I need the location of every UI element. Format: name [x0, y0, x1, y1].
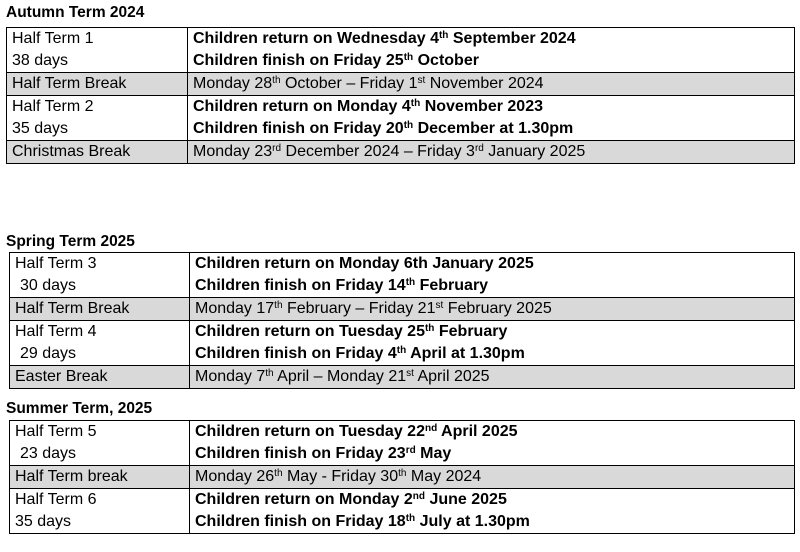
break-dates: Monday 17th February – Friday 21st February 2025 — [190, 298, 795, 321]
half-term-dates-cell — [188, 28, 795, 73]
spring-term-table — [9, 252, 795, 389]
finish-date: Children finish on Friday 20th December at 1.30pm — [193, 120, 574, 137]
half-term-label-cell — [10, 253, 190, 298]
half-term-name: Half Term 5 — [15, 423, 97, 440]
table-row — [10, 298, 795, 321]
half-term-name: Half Term 4 — [15, 323, 97, 340]
half-term-label-cell — [10, 421, 190, 466]
half-term-name: Half Term 3 — [15, 255, 97, 272]
return-date: Children return on Monday 2nd June 2025 — [195, 491, 507, 508]
half-term-name: Half Term 1 — [12, 30, 94, 47]
half-term-days: 29 days — [20, 345, 77, 362]
half-term-label-cell — [7, 28, 188, 73]
half-term-name: Half Term 2 — [12, 98, 94, 115]
break-dates: Monday 26th May - Friday 30th May 2024 — [190, 466, 795, 489]
half-term-dates-cell — [190, 253, 795, 298]
return-date: Children return on Tuesday 22nd April 2025 — [195, 423, 518, 440]
table-row — [10, 253, 795, 298]
table-row — [7, 96, 795, 141]
finish-date: Children finish on Friday 23rd May — [195, 445, 452, 462]
half-term-dates-cell — [190, 321, 795, 366]
break-dates: Monday 28th October – Friday 1st November 2024 — [188, 73, 795, 96]
break-dates: Monday 23rd December 2024 – Friday 3rd January 2025 — [188, 141, 795, 164]
half-term-days: 35 days — [15, 513, 72, 530]
finish-date: Children finish on Friday 25th October — [193, 52, 479, 69]
break-dates: Monday 7th April – Monday 21st April 2025 — [190, 366, 795, 389]
return-date: Children return on Monday 6th January 2025 — [195, 255, 534, 272]
break-label: Easter Break — [10, 366, 190, 389]
break-label: Christmas Break — [7, 141, 188, 164]
return-date: Children return on Monday 4th November 2023 — [193, 98, 543, 115]
finish-date: Children finish on Friday 18th July at 1.30pm — [195, 513, 530, 530]
half-term-dates-cell — [190, 489, 795, 534]
summer-term-table — [9, 420, 795, 534]
half-term-dates-cell — [188, 96, 795, 141]
break-label: Half Term Break — [10, 298, 190, 321]
return-date: Children return on Tuesday 25th February — [195, 323, 508, 340]
half-term-label-cell — [10, 489, 190, 534]
half-term-days: 30 days — [20, 277, 77, 294]
return-date: Children return on Wednesday 4th September 2024 — [193, 30, 576, 47]
break-label: Half Term break — [10, 466, 190, 489]
autumn-term-heading: Autumn Term 2024 — [6, 4, 145, 21]
table-row — [10, 489, 795, 534]
summer-term-heading: Summer Term, 2025 — [6, 400, 153, 417]
table-row — [10, 321, 795, 366]
autumn-term-table — [6, 27, 795, 164]
spring-term-heading: Spring Term 2025 — [6, 233, 135, 250]
finish-date: Children finish on Friday 4th April at 1.30pm — [195, 345, 525, 362]
table-row — [10, 466, 795, 489]
half-term-label-cell — [10, 321, 190, 366]
finish-date: Children finish on Friday 14th February — [195, 277, 489, 294]
break-label: Half Term Break — [7, 73, 188, 96]
half-term-days: 35 days — [12, 120, 69, 137]
half-term-dates-cell — [190, 421, 795, 466]
table-row — [10, 366, 795, 389]
table-row — [7, 73, 795, 96]
half-term-label-cell — [7, 96, 188, 141]
table-row — [7, 28, 795, 73]
half-term-days: 38 days — [12, 52, 69, 69]
table-row — [7, 141, 795, 164]
half-term-name: Half Term 6 — [15, 491, 97, 508]
table-row — [10, 421, 795, 466]
half-term-days: 23 days — [20, 445, 77, 462]
